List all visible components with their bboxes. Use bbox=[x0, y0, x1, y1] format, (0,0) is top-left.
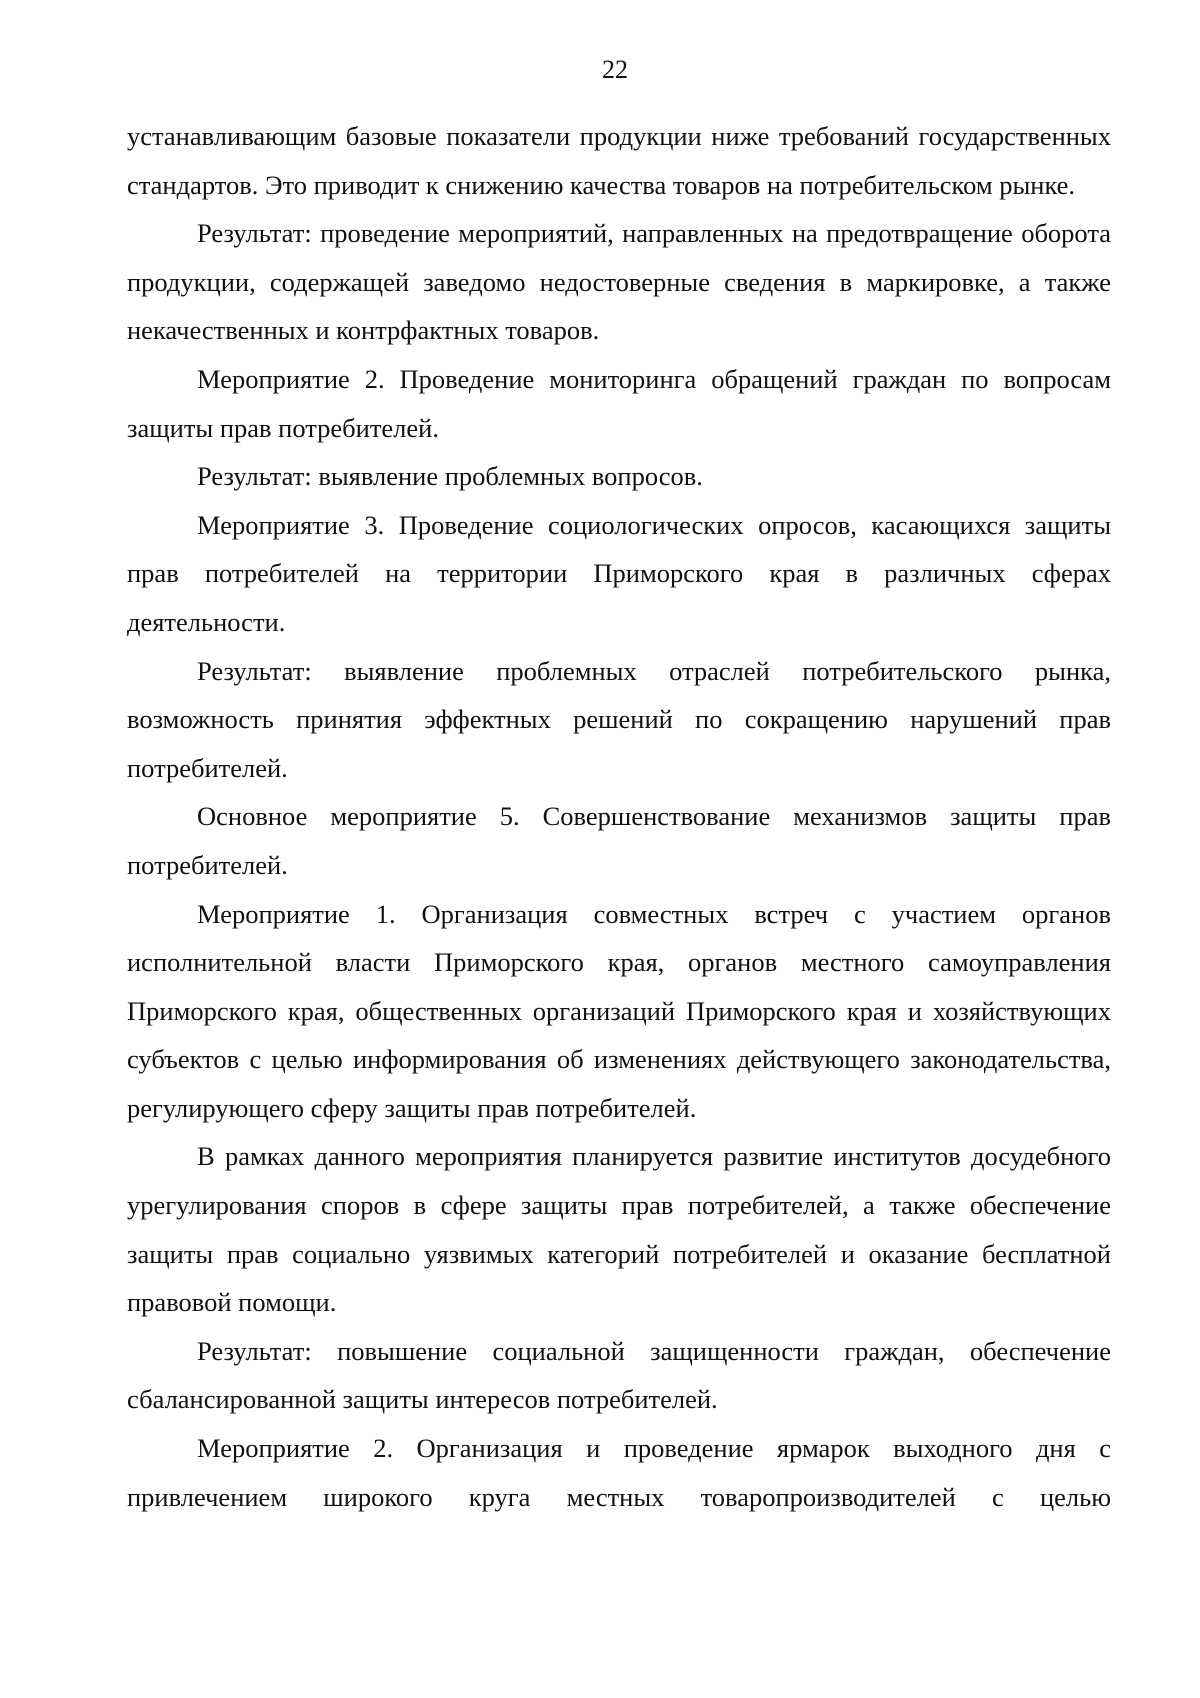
paragraph-1: устанавливающим базовые показатели продукции ниже требований государственных стандартов. Это приводит к снижению качества товаров на потребительском рынке. bbox=[127, 121, 1111, 200]
page-number: 22 bbox=[602, 55, 628, 84]
paragraph-7: Основное мероприятие 5. Совершенствование механизмов защиты прав потребителей. bbox=[127, 801, 1111, 880]
paragraph-2: Результат: проведение мероприятий, направленных на предотвращение оборота продукции, содержащей заведомо недостоверные сведения в маркировке, а также некачественных и контрфактных товаров. bbox=[127, 218, 1111, 346]
paragraph-5: Мероприятие 3. Проведение социологических опросов, касающихся защиты прав потребителей на территории Приморского края в различных сферах деятельности. bbox=[127, 509, 1111, 637]
document-body bbox=[127, 112, 1111, 1521]
paragraph-4: Результат: выявление проблемных вопросов. bbox=[197, 461, 703, 492]
paragraph-11: Мероприятие 2. Организация и проведение ярмарок выходного дня с привлечением широкого круга местных товаропроизводителей с целью bbox=[127, 1433, 1111, 1512]
paragraph-6: Результат: выявление проблемных отраслей потребительского рынка, возможность принятия эффектных решений по сокращению нарушений прав потребителей. bbox=[127, 655, 1111, 783]
paragraph-3: Мероприятие 2. Проведение мониторинга обращений граждан по вопросам защиты прав потребителей. bbox=[127, 363, 1111, 443]
paragraph-9: В рамках данного мероприятия планируется развитие институтов досудебного урегулирования споров в сфере защиты прав потребителей, а также обеспечение защиты прав социально уязвимых категорий потребителей и оказание бесплатной правовой помощи. bbox=[127, 1141, 1111, 1318]
paragraph-10: Результат: повышение социальной защищенности граждан, обеспечение сбалансированной защиты интересов потребителей. bbox=[127, 1335, 1111, 1415]
paragraph-8: Мероприятие 1. Организация совместных встреч с участием органов исполнительной власти Приморского края, органов местного самоуправления Приморского края, общественных организаций Приморского края и хозяйствующих субъектов с целью информирования об изменениях действующего законодательства, регулирующего сферу защиты прав потребителей. bbox=[127, 898, 1111, 1123]
